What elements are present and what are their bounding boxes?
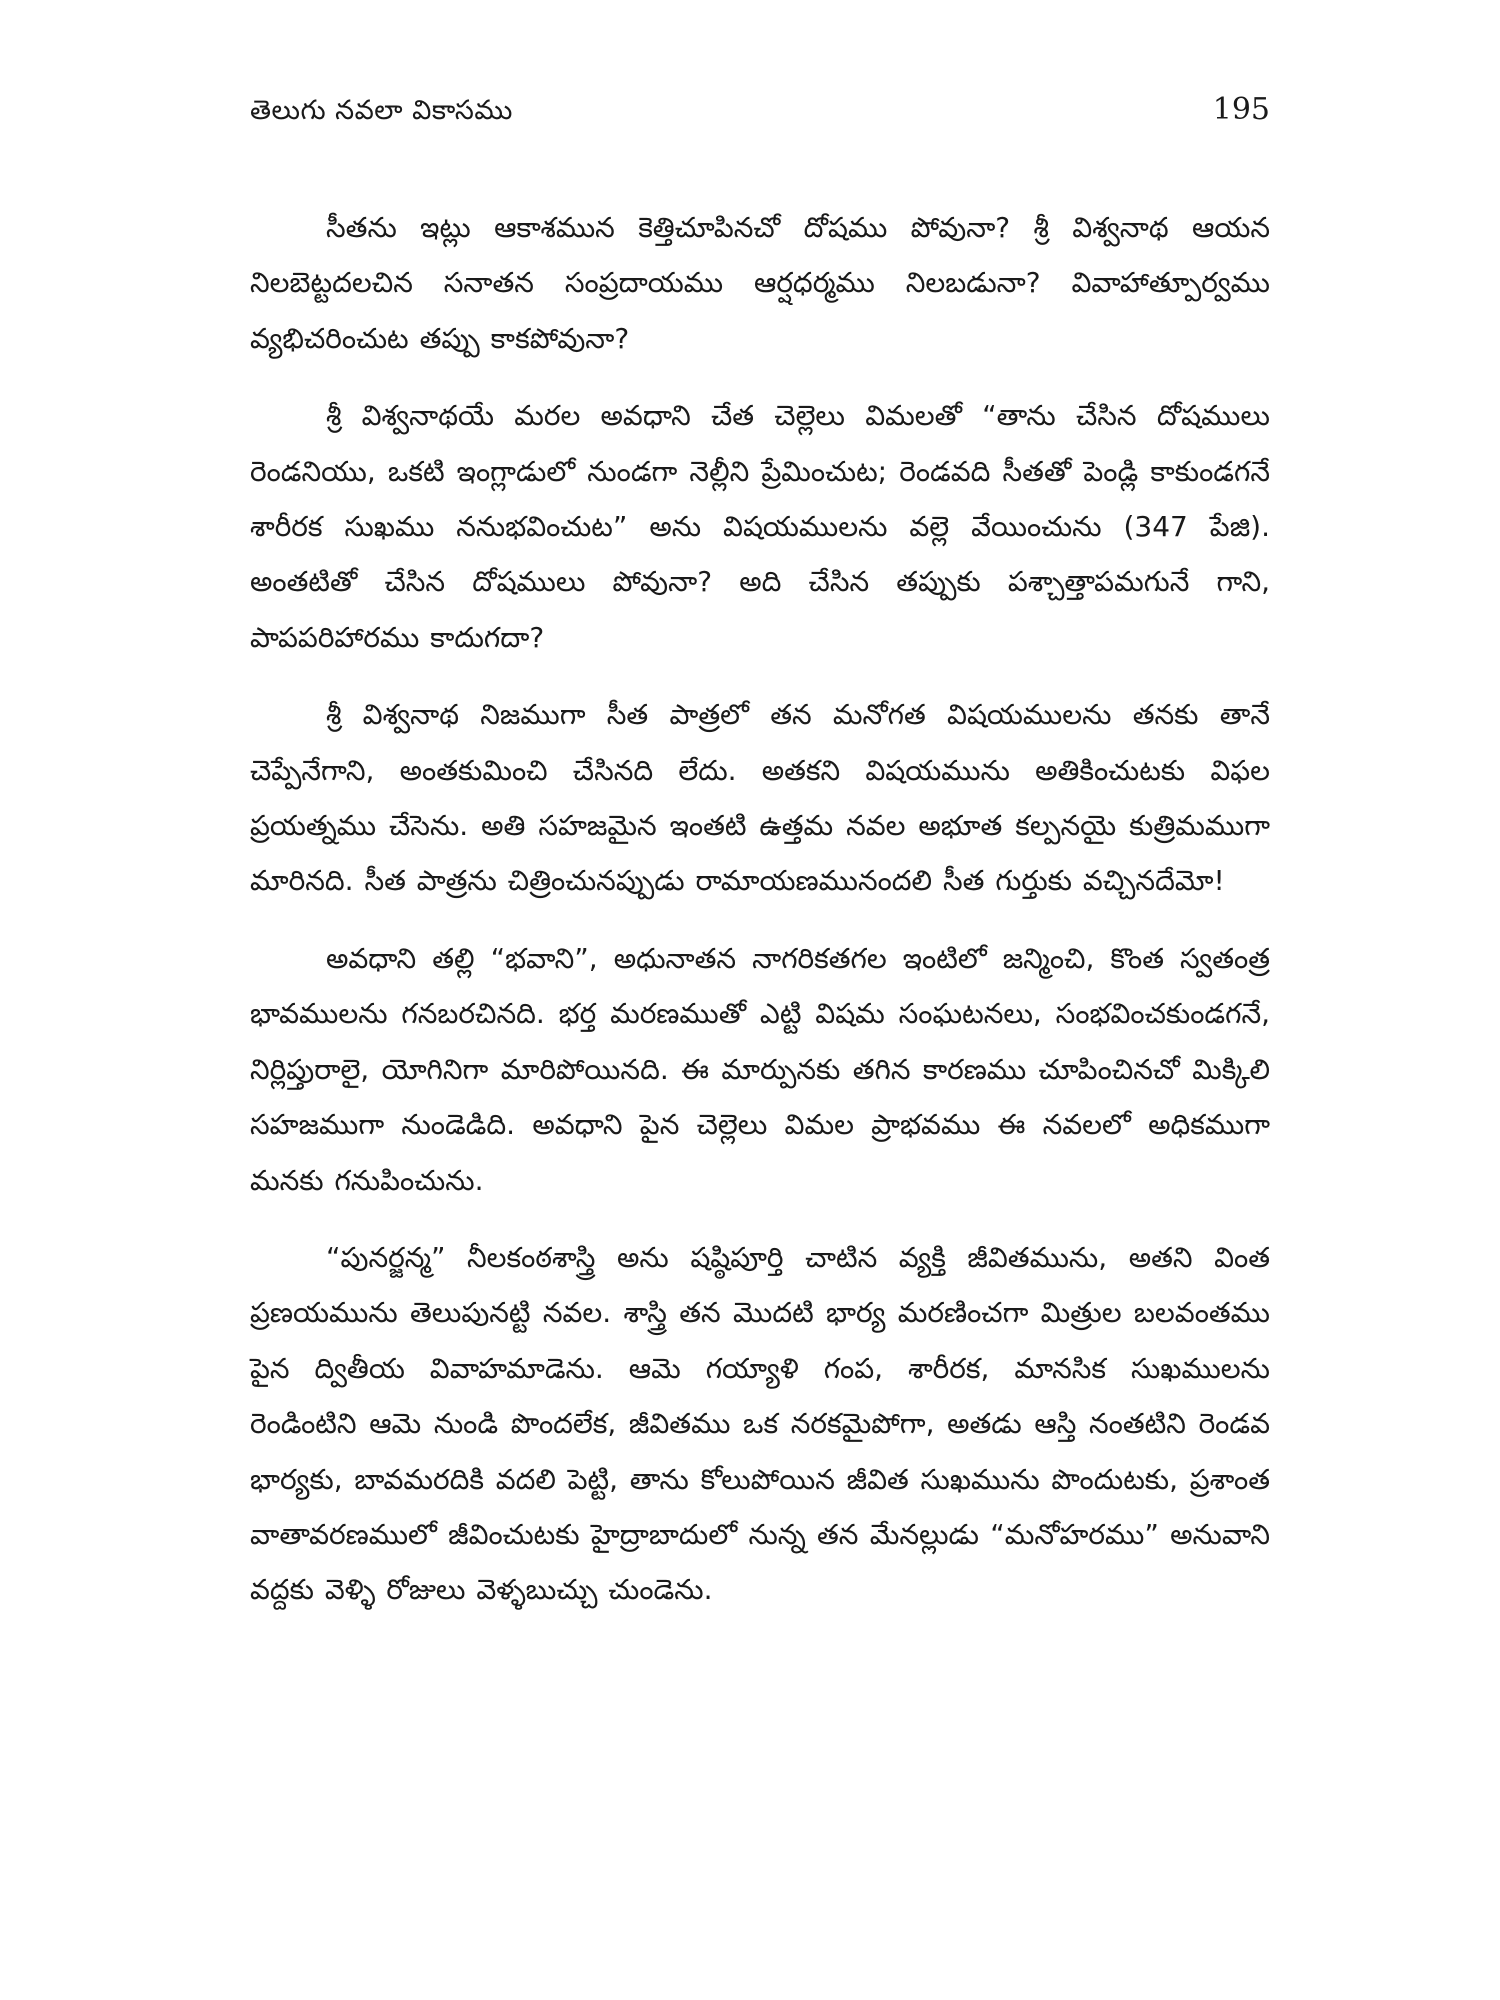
body-text <box>250 200 1270 1640</box>
paragraph-2: శ్రీ విశ్వనాథయే మరల అవధాని చేత చెల్లెలు విమలతో “తాను చేసిన దోషములు రెండనియు, ఒకటి ఇంగ్లాడులో నుండగా నెల్లీని ప్రేమించుట; రెండవది సీతతో పెండ్లి కాకుండగనే శారీరక సుఖము ననుభవించుట” అను విషయములను వల్లె వేయించును (347 పేజి). అంతటితో చేసిన దోషములు పోవునా? అది చేసిన తప్పుకు పశ్చాత్తాపమగునే గాని, పాపపరిహారము కాదుగదా? <box>250 399 1270 654</box>
paragraph-4: అవధాని తల్లి “భవాని”, అధునాతన నాగరికతగల ఇంటిలో జన్మించి, కొంత స్వతంత్ర భావములను గనబరచినది. భర్త మరణముతో ఎట్టి విషమ సంఘటనలు, సంభవించకుండగనే, నిర్లిప్తురాలై, యోగినిగా మారిపోయినది. ఈ మార్పునకు తగిన కారణము చూపించినచో మిక్కిలి సహజముగా నుండెడిది. అవధాని పైన చెల్లెలు విమల ప్రాభవము ఈ నవలలో అధికముగా మనకు గనుపించును. <box>250 941 1270 1197</box>
paragraph-5: “పునర్జన్మ” నీలకంఠశాస్త్రి అను షష్ఠిపూర్తి చాటిన వ్యక్తి జీవితమును, అతని వింత ప్రణయమును తెలుపునట్టి నవల. శాస్త్రి తన మొదటి భార్య మరణించగా మిత్రుల బలవంతము పైన ద్వితీయ వివాహమాడెను. ఆమె గయ్యాళి గంప, శారీరక, మానసిక సుఖములను రెండింటిని ఆమె నుండి పొందలేక, జీవితము ఒక నరకమైపోగా, అతడు ఆస్తి నంతటిని రెండవ భార్యకు, బావమరదికి వదలి పెట్టి, తాను కోలుపోయిన జీవిత సుఖమును పొందుటకు, ప్రశాంత వాతావరణములో జీవించుటకు హైద్రాబాదులో నున్న తన మేనల్లుడు “మనోహరము” అనువాని వద్దకు వెళ్ళి రోజులు వెళ్ళబుచ్చు చుండెను. <box>250 1240 1270 1607</box>
paragraph-1: సీతను ఇట్లు ఆకాశమున కెత్తిచూపినచో దోషము పోవునా? శ్రీ విశ్వనాథ ఆయన నిలబెట్టదలచిన సనాతన సంప్రదాయము ఆర్షధర్మము నిలబడునా? వివాహాత్పూర్వము వ్యభిచరించుట తప్పు కాకపోవునా? <box>250 211 1270 355</box>
running-title: తెలుగు నవలా వికాసము <box>250 95 513 126</box>
page-number: 195 <box>1212 92 1270 127</box>
paragraph-3: శ్రీ విశ్వనాథ నిజముగా సీత పాత్రలో తన మనోగత విషయములను తనకు తానే చెప్పేనేగాని, అంతకుమించి చేసినది లేదు. అతకని విషయమును అతికించుటకు విఫల ప్రయత్నము చేసెను. అతి సహజమైన ఇంతటి ఉత్తమ నవల అభూత కల్పనయై కుత్రిమముగా మారినది. సీత పాత్రను చిత్రించునప్పుడు రామాయణమునందలి సీత గుర్తుకు వచ్చినదేమో! <box>250 698 1270 898</box>
running-header <box>250 92 1270 132</box>
